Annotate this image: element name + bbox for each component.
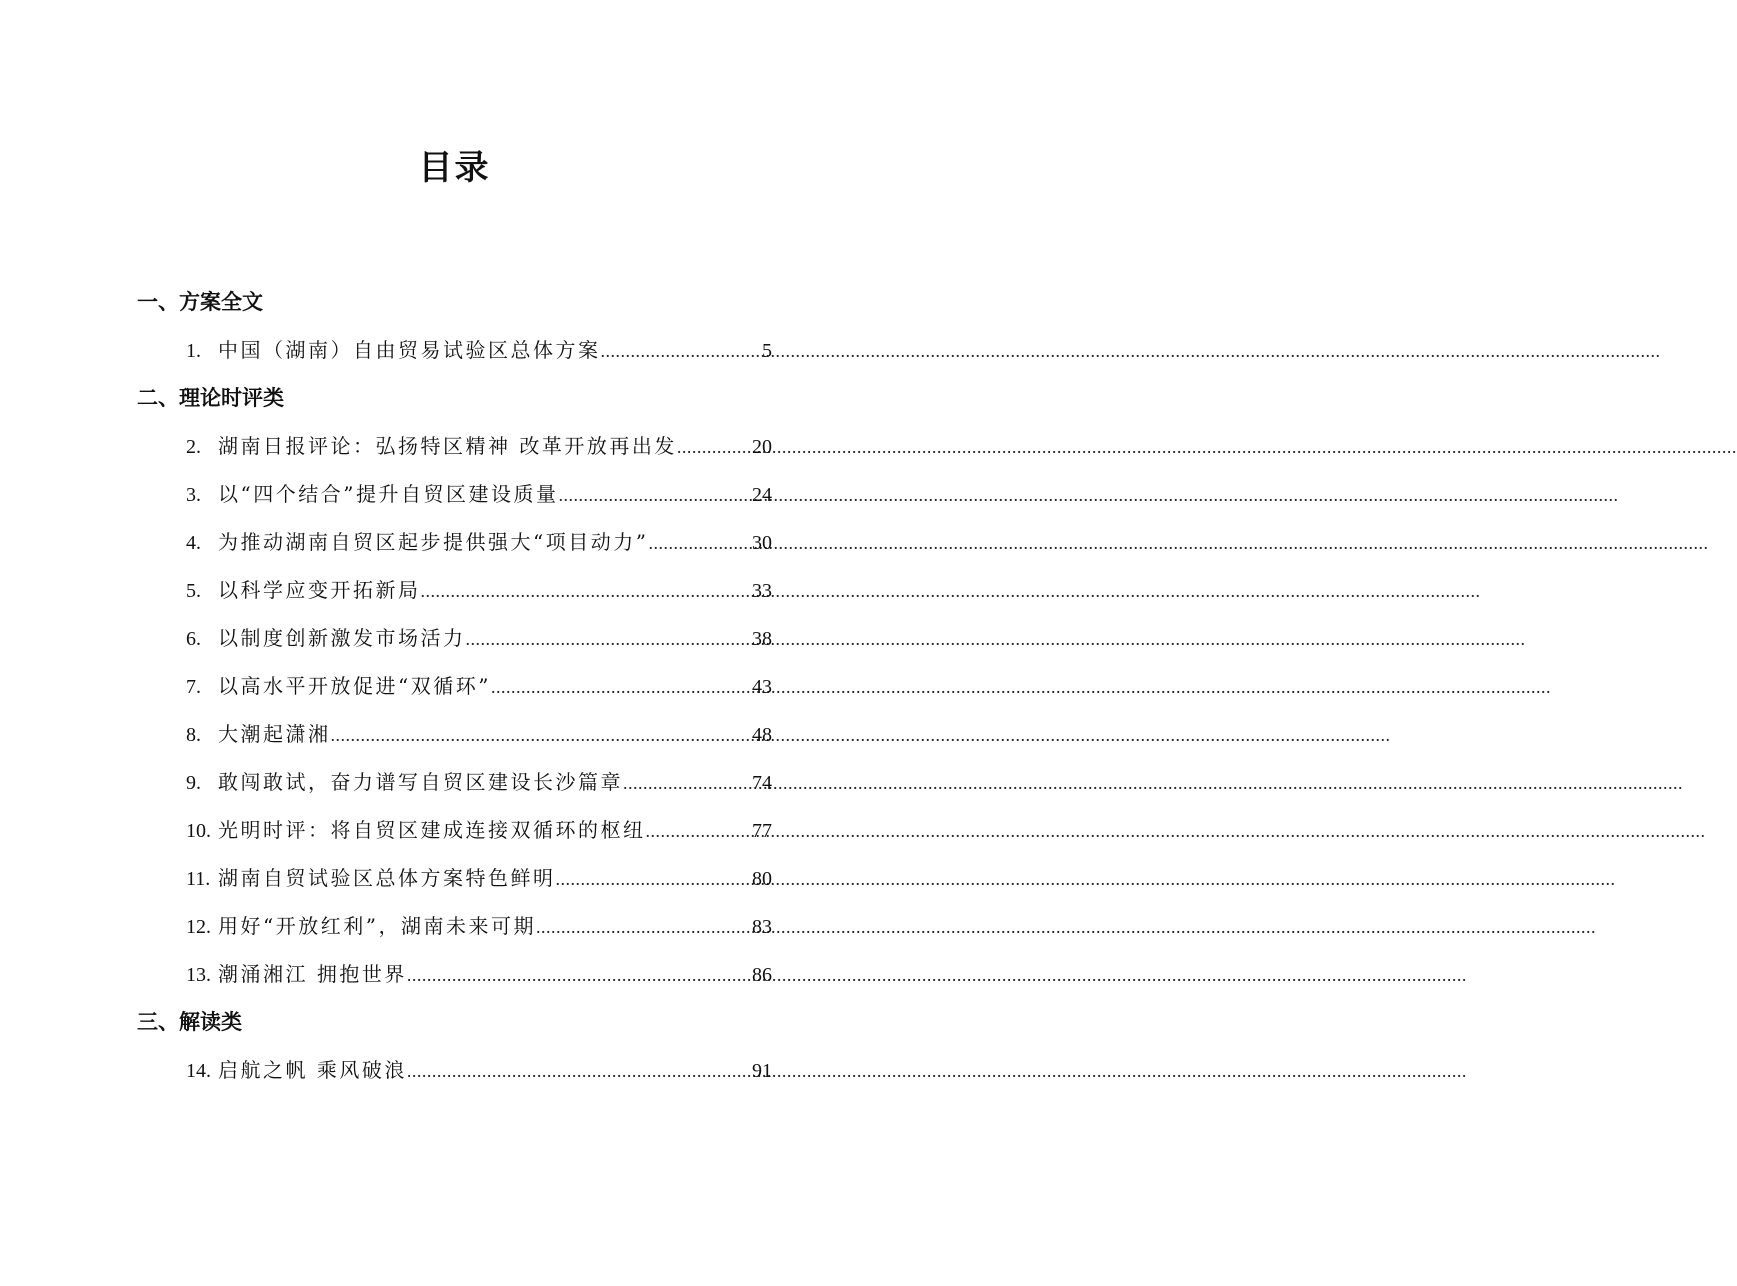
toc-entry-title: 光明时评：将自贸区建成连接双循环的枢纽: [218, 818, 646, 842]
toc-entry-page-number: 77: [752, 820, 772, 842]
toc-entry-page-number: 74: [752, 772, 772, 794]
toc-entry-number: 5.: [186, 580, 201, 602]
toc-entry: [137, 858, 772, 906]
toc-dot-leader: [677, 427, 752, 467]
toc-entry-number: 14.: [186, 1060, 211, 1082]
toc-section-heading: 一、方案全文: [137, 289, 263, 314]
toc-entry: [137, 666, 772, 714]
toc-entry: [137, 618, 772, 666]
toc-entry-page-number: 5: [762, 340, 772, 362]
toc-entry: [137, 906, 772, 954]
toc-dot-leader: [407, 955, 752, 995]
toc-dot-leader: [556, 859, 753, 899]
table-of-contents: [137, 282, 772, 1098]
toc-dot-leader: [421, 571, 753, 611]
toc-section-heading: 三、解读类: [137, 1009, 242, 1034]
toc-dot-leader: [646, 811, 753, 851]
toc-entry-title: 以科学应变开拓新局: [218, 578, 421, 602]
toc-entry-number: 11.: [186, 868, 211, 890]
toc-dot-leader: [623, 763, 752, 803]
toc-entry-title: 潮涌湘江 拥抱世界: [218, 962, 407, 986]
toc-dot-leader: [648, 523, 752, 563]
toc-entry: [137, 426, 772, 474]
toc-dot-leader: [601, 331, 763, 371]
toc-entry: [137, 762, 772, 810]
toc-entry-number: 6.: [186, 628, 201, 650]
toc-entry-page-number: 38: [752, 628, 772, 650]
toc-entry-title: 湖南自贸试验区总体方案特色鲜明: [218, 866, 556, 890]
toc-entry: [137, 714, 772, 762]
toc-entry-page-number: 86: [752, 964, 772, 986]
toc-entry-title: 以“四个结合”提升自贸区建设质量: [218, 482, 559, 506]
toc-entry-number: 9.: [186, 772, 201, 794]
toc-entry-number: 2.: [186, 436, 201, 458]
toc-entry-title: 中国（湖南）自由贸易试验区总体方案: [218, 338, 601, 362]
toc-entry-number: 1.: [186, 340, 201, 362]
toc-entry-title: 以高水平开放促进“双循环”: [218, 674, 491, 698]
toc-entry: [137, 954, 772, 1002]
toc-entry: [137, 330, 772, 378]
toc-dot-leader: [407, 1051, 752, 1091]
toc-entry: [137, 474, 772, 522]
toc-section-heading: 二、理论时评类: [137, 385, 284, 410]
toc-entry-number: 4.: [186, 532, 201, 554]
toc-entry-page-number: 24: [752, 484, 772, 506]
toc-entry-page-number: 30: [752, 532, 772, 554]
toc-entry-page-number: 48: [752, 724, 772, 746]
toc-entry: [137, 522, 772, 570]
toc-entry-title: 启航之帆 乘风破浪: [218, 1058, 407, 1082]
toc-entry-page-number: 80: [752, 868, 772, 890]
toc-entry-number: 7.: [186, 676, 201, 698]
toc-entry-number: 13.: [186, 964, 211, 986]
toc-entry: [137, 810, 772, 858]
page-title: 目录: [418, 148, 491, 188]
toc-entry: [137, 570, 772, 618]
toc-entry-number: 10.: [186, 820, 211, 842]
toc-entry: [137, 1050, 772, 1098]
toc-dot-leader: [331, 715, 753, 755]
toc-dot-leader: [536, 907, 752, 947]
toc-entry-page-number: 43: [752, 676, 772, 698]
toc-dot-leader: [491, 667, 752, 707]
toc-entry-number: 8.: [186, 724, 201, 746]
toc-dot-leader: [558, 475, 752, 515]
toc-entry-number: 12.: [186, 916, 211, 938]
toc-entry-title: 湖南日报评论：弘扬特区精神 改革开放再出发: [218, 434, 677, 458]
toc-entry-page-number: 20: [752, 436, 772, 458]
toc-entry-title: 用好“开放红利”，湖南未来可期: [218, 914, 536, 938]
toc-entry-page-number: 91: [752, 1060, 772, 1082]
toc-entry-number: 3.: [186, 484, 201, 506]
toc-entry-page-number: 83: [752, 916, 772, 938]
toc-entry-title: 敢闯敢试，奋力谱写自贸区建设长沙篇章: [218, 770, 623, 794]
toc-entry-title: 为推动湖南自贸区起步提供强大“项目动力”: [218, 530, 649, 554]
toc-entry-page-number: 33: [752, 580, 772, 602]
toc-entry-title: 以制度创新激发市场活力: [218, 626, 466, 650]
toc-entry-title: 大潮起潇湘: [218, 722, 331, 746]
toc-dot-leader: [466, 619, 753, 659]
